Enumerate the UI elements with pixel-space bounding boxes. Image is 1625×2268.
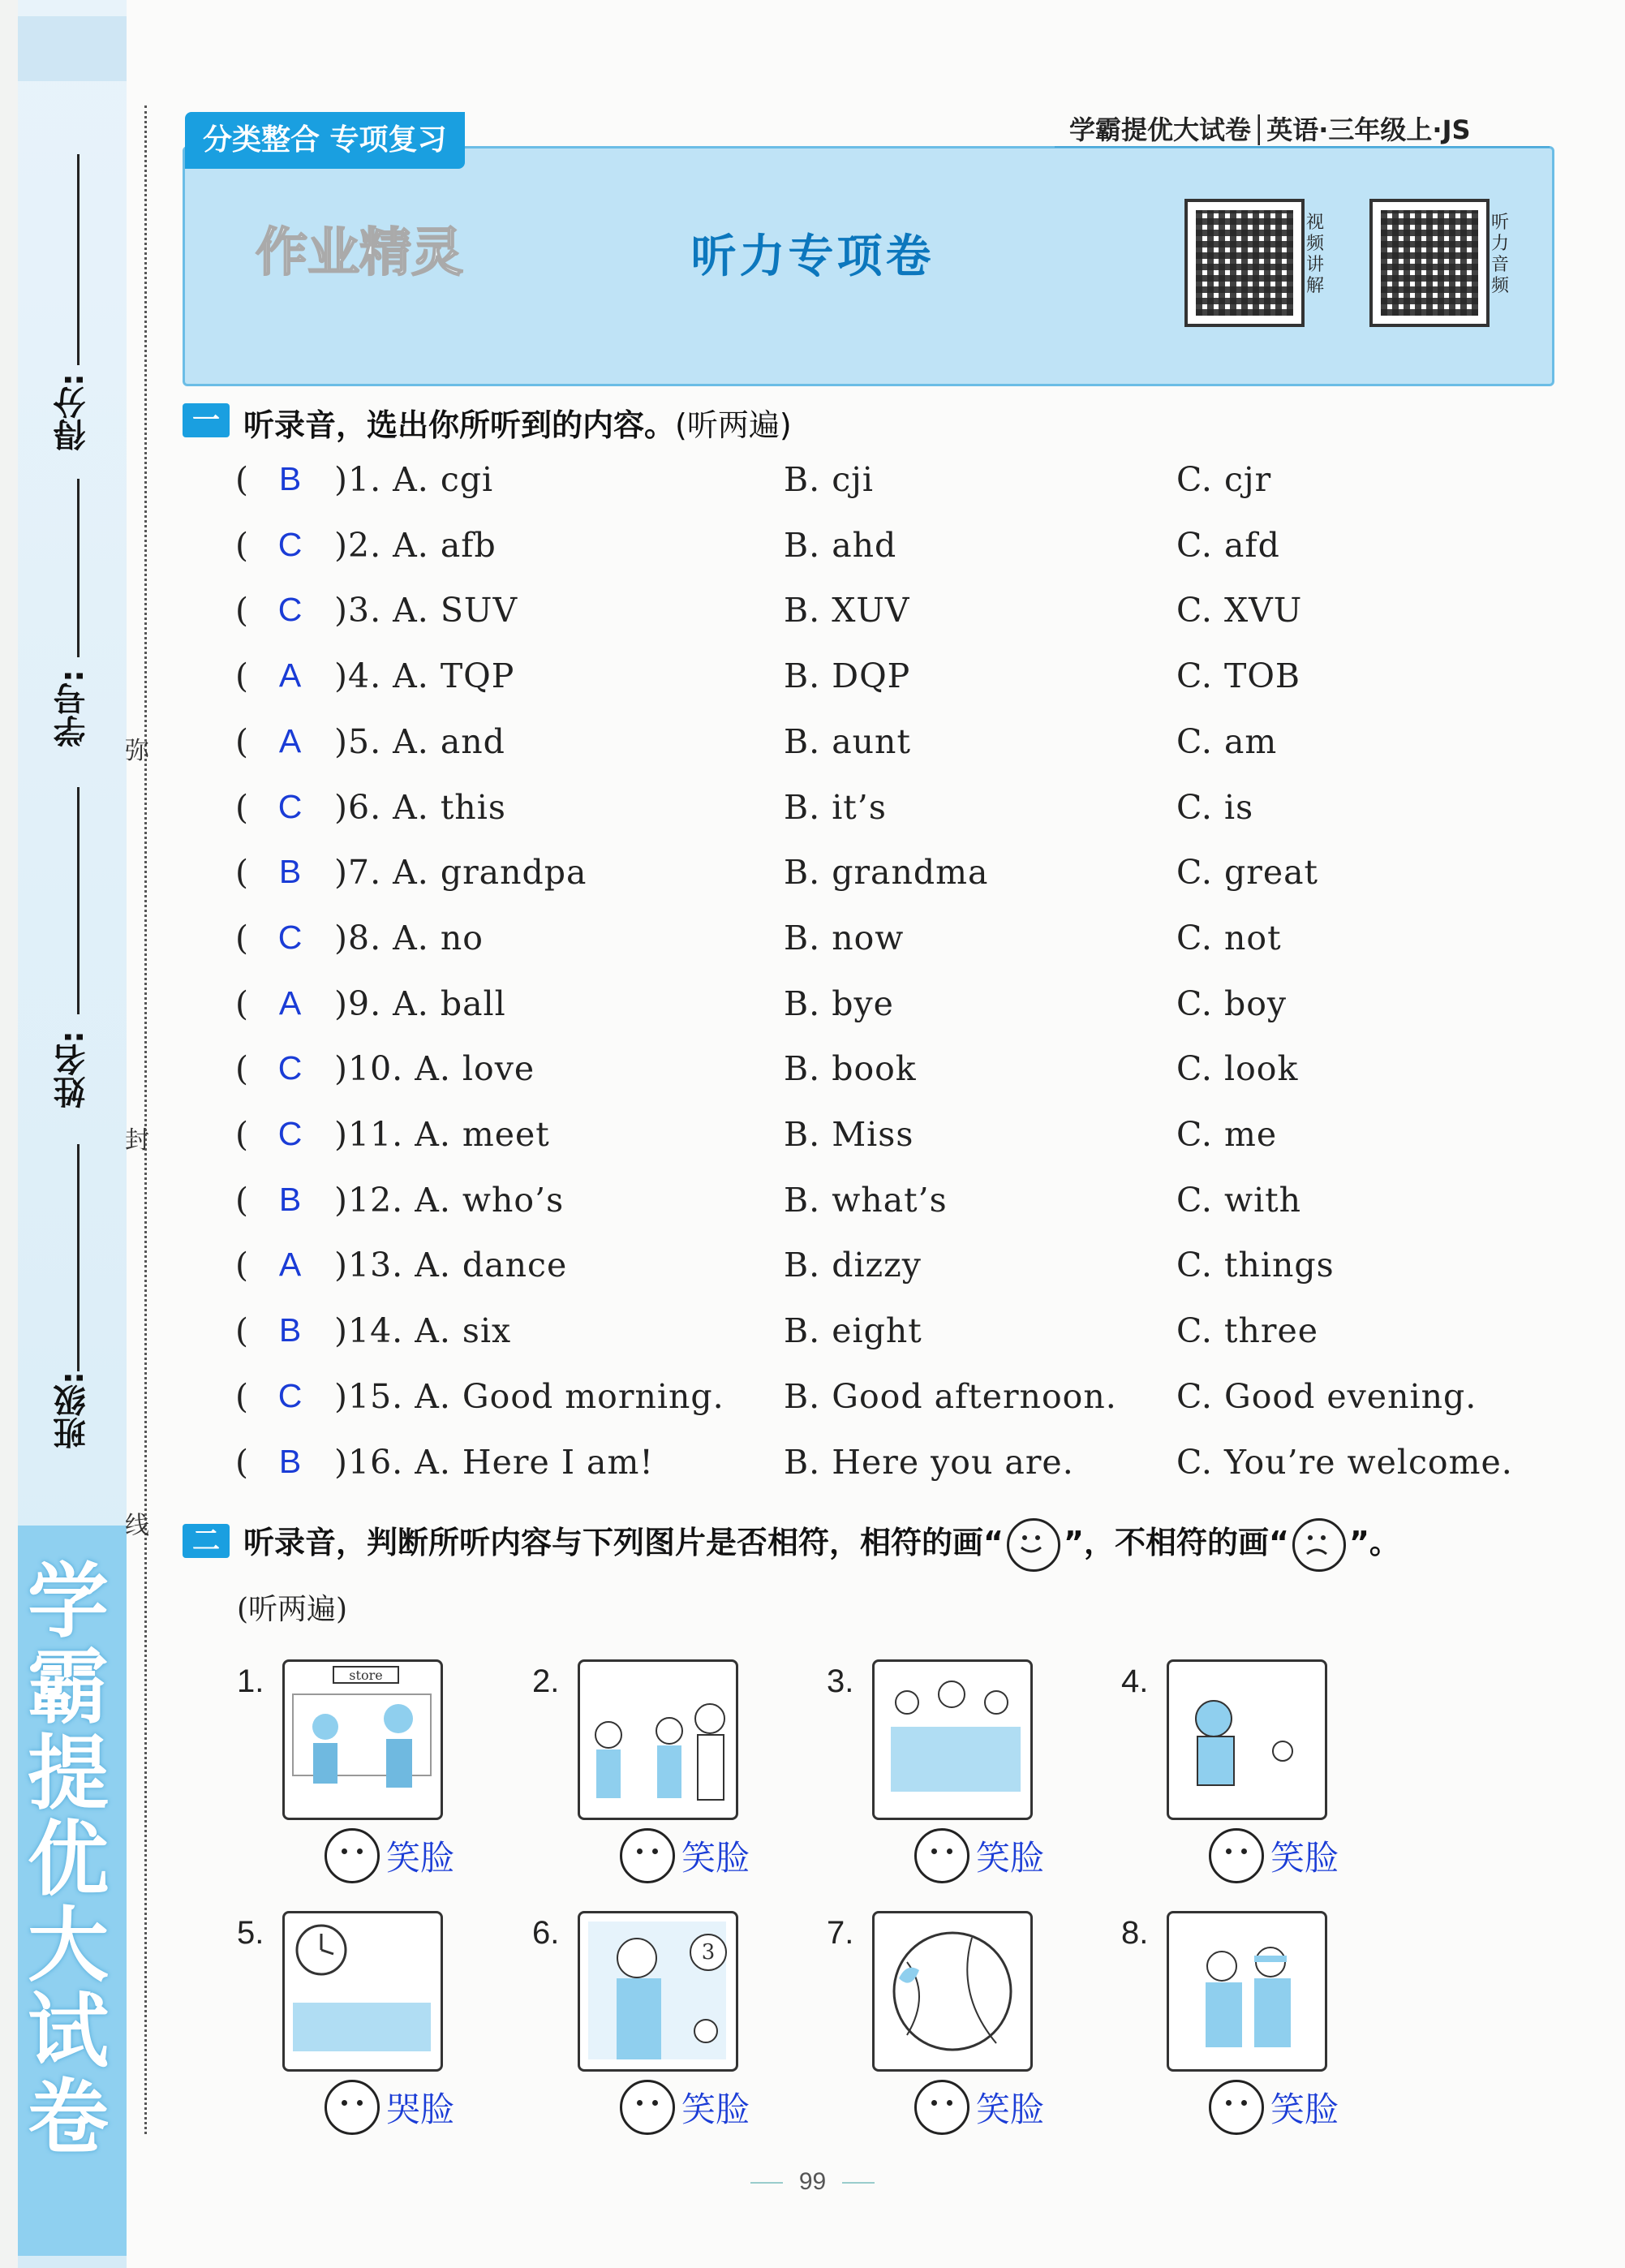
- page-title: 听力专项卷: [690, 230, 935, 283]
- option-a: )6. A. this: [334, 787, 506, 827]
- answer-letter[interactable]: A: [278, 656, 303, 695]
- answer-paren: (: [235, 983, 249, 1023]
- answer-paren: (: [235, 1180, 249, 1220]
- option-c: C. great: [1176, 853, 1319, 893]
- class-label: 班级:: [54, 1371, 91, 1449]
- answer-paren: (: [235, 1049, 249, 1089]
- face-answer: 笑脸: [681, 1838, 750, 1878]
- category-tag: 分类整合 专项复习: [185, 112, 465, 169]
- section1-note: (听两遍): [675, 407, 792, 443]
- answer-letter[interactable]: B: [278, 1180, 303, 1218]
- picture-number: 4.: [1121, 1663, 1149, 1699]
- qr-code-audio[interactable]: [1369, 199, 1490, 327]
- answer-letter[interactable]: C: [277, 1115, 303, 1152]
- picture-caption: 3: [701, 1940, 716, 1965]
- option-c: C. things: [1176, 1246, 1335, 1285]
- option-a: )2. A. afb: [334, 525, 497, 565]
- student-id-line: [77, 787, 80, 1014]
- face-answer: 笑脸: [386, 1838, 455, 1878]
- option-a: )7. A. grandpa: [334, 853, 587, 893]
- picture-caption: store: [349, 1668, 383, 1683]
- picture-number: 6.: [532, 1915, 560, 1951]
- score-label: 得分:: [54, 373, 91, 451]
- answer-paren: (: [235, 525, 249, 565]
- option-b: B. dizzy: [784, 1246, 922, 1285]
- blank-face-icon[interactable]: [325, 1828, 380, 1883]
- section2-instruction-b: ”，不相符的画“: [1063, 1525, 1289, 1560]
- answer-letter[interactable]: B: [278, 853, 303, 891]
- answer-paren: (: [235, 1311, 249, 1351]
- blank-face-icon[interactable]: [620, 2080, 675, 2135]
- option-a: )11. A. meet: [334, 1115, 550, 1154]
- option-c: C. cjr: [1176, 460, 1272, 499]
- name-label: 姓名:: [54, 1031, 91, 1108]
- option-a: )14. A. six: [334, 1311, 512, 1351]
- series-title: 学霸提优大试卷│英语·三年级上·JS: [1069, 114, 1471, 145]
- answer-paren: (: [235, 1115, 249, 1154]
- option-a: )5. A. and: [334, 721, 505, 761]
- option-b: B. DQP: [784, 656, 911, 696]
- picture-4: [1167, 1659, 1327, 1820]
- answer-paren: (: [235, 1246, 249, 1285]
- name-line: [77, 1144, 80, 1371]
- option-b: B. book: [784, 1049, 917, 1089]
- answer-letter[interactable]: B: [278, 1442, 303, 1480]
- option-a: )13. A. dance: [334, 1246, 568, 1285]
- option-b: B. aunt: [784, 721, 911, 761]
- answer-paren: (: [235, 591, 249, 630]
- option-c: C. look: [1176, 1049, 1299, 1089]
- section1-number: 一: [183, 403, 230, 437]
- face-answer: 哭脸: [386, 2089, 455, 2129]
- answer-paren: (: [235, 1442, 249, 1482]
- section2-instruction-a: 听录音，判断所听内容与下列图片是否相符，相符的画“: [243, 1525, 1004, 1560]
- picture-1: [282, 1659, 443, 1820]
- section2-instruction-c: ”。: [1348, 1525, 1400, 1560]
- answer-letter[interactable]: A: [278, 721, 303, 760]
- option-b: B. now: [784, 918, 905, 958]
- option-a: )3. A. SUV: [334, 591, 518, 630]
- section2-number: 二: [183, 1524, 230, 1558]
- face-answer: 笑脸: [976, 1838, 1045, 1878]
- option-a: )1. A. cgi: [334, 460, 494, 499]
- answer-letter[interactable]: A: [278, 1246, 303, 1284]
- option-a: )15. A. Good morning.: [334, 1376, 724, 1416]
- blank-face-icon[interactable]: [914, 2080, 969, 2135]
- blank-face-icon[interactable]: [325, 2080, 380, 2135]
- picture-6: [578, 1911, 738, 2072]
- section2-note: (听两遍): [237, 1593, 348, 1626]
- student-id-label: 学号:: [54, 669, 91, 747]
- option-b: B. it’s: [784, 787, 887, 827]
- face-answer: 笑脸: [1270, 1838, 1339, 1878]
- option-b: B. Here you are.: [784, 1442, 1074, 1482]
- option-a: )8. A. no: [334, 918, 484, 958]
- option-c: C. three: [1176, 1311, 1318, 1351]
- answer-letter[interactable]: B: [278, 1311, 303, 1349]
- option-b: B. bye: [784, 983, 894, 1023]
- answer-paren: (: [235, 1376, 249, 1416]
- option-a: )12. A. who’s: [334, 1180, 565, 1220]
- option-c: C. am: [1176, 721, 1278, 761]
- answer-letter[interactable]: C: [277, 591, 303, 629]
- sad-face-icon: [1292, 1518, 1346, 1572]
- smile-face-icon: [1007, 1518, 1060, 1572]
- blank-face-icon[interactable]: [620, 1828, 675, 1883]
- option-a: )10. A. love: [334, 1049, 535, 1089]
- option-b: B. grandma: [784, 853, 989, 893]
- picture-number: 7.: [827, 1915, 854, 1951]
- picture-3: [872, 1659, 1033, 1820]
- option-c: C. is: [1176, 787, 1254, 827]
- answer-letter[interactable]: C: [277, 525, 303, 563]
- picture-number: 5.: [237, 1915, 264, 1951]
- section2-instruction: [243, 1517, 1400, 1572]
- picture-8: [1167, 1911, 1327, 2072]
- answer-paren: (: [235, 656, 249, 696]
- answer-paren: (: [235, 918, 249, 958]
- option-b: B. cji: [784, 460, 874, 499]
- answer-paren: (: [235, 853, 249, 893]
- option-c: C. You’re welcome.: [1176, 1442, 1513, 1482]
- picture-number: 2.: [532, 1663, 560, 1699]
- fold-char-mi: 弥: [125, 737, 149, 765]
- answer-letter[interactable]: B: [278, 460, 303, 497]
- qr-code-video[interactable]: [1184, 199, 1305, 327]
- page-number: 99: [0, 2168, 1625, 2196]
- option-b: B. eight: [784, 1311, 922, 1351]
- face-answer: 笑脸: [681, 2089, 750, 2129]
- answer-letter[interactable]: C: [277, 918, 303, 956]
- option-c: C. XVU: [1176, 591, 1303, 630]
- fold-char-feng: 封: [125, 1126, 149, 1155]
- section1-instruction-text: 听录音，选出你所听到的内容。: [243, 407, 676, 443]
- fold-char-xian: 线: [125, 1512, 149, 1540]
- option-b: B. what’s: [784, 1180, 948, 1220]
- face-answer: 笑脸: [976, 2089, 1045, 2129]
- option-a: )16. A. Here I am!: [334, 1442, 654, 1482]
- picture-number: 8.: [1121, 1915, 1149, 1951]
- picture-2: [578, 1659, 738, 1820]
- blank-face-icon[interactable]: [1209, 1828, 1264, 1883]
- option-c: C. not: [1176, 918, 1282, 958]
- option-c: C. Good evening.: [1176, 1376, 1477, 1416]
- option-c: C. afd: [1176, 525, 1280, 565]
- option-b: B. ahd: [784, 525, 897, 565]
- section1-instruction: [243, 400, 792, 445]
- blank-face-icon[interactable]: [1209, 2080, 1264, 2135]
- option-b: B. Good afternoon.: [784, 1376, 1117, 1416]
- answer-letter[interactable]: C: [277, 1376, 303, 1414]
- option-b: B. Miss: [784, 1115, 914, 1154]
- answer-letter[interactable]: A: [278, 983, 303, 1022]
- answer-paren: (: [235, 721, 249, 761]
- face-answer: 笑脸: [1270, 2089, 1339, 2129]
- brand-vertical-text: 学霸提优大试卷: [14, 1558, 110, 2160]
- option-c: C. with: [1176, 1180, 1302, 1220]
- option-a: )4. A. TQP: [334, 656, 515, 696]
- answer-letter[interactable]: C: [277, 1049, 303, 1087]
- option-c: C. boy: [1176, 983, 1288, 1023]
- picture-number: 1.: [237, 1663, 264, 1699]
- picture-number: 3.: [827, 1663, 854, 1699]
- score-blank-line: [77, 479, 80, 657]
- watermark: 作业精灵: [256, 223, 463, 283]
- answer-paren: (: [235, 787, 249, 827]
- answer-paren: (: [235, 460, 249, 499]
- picture-7: [872, 1911, 1033, 2072]
- picture-5: [282, 1911, 443, 2072]
- option-a: )9. A. ball: [334, 983, 506, 1023]
- option-b: B. XUV: [784, 591, 910, 630]
- qr-audio-label: 听力音频: [1491, 213, 1510, 296]
- qr-video-label: 视频讲解: [1306, 213, 1325, 296]
- option-c: C. TOB: [1176, 656, 1301, 696]
- blank-face-icon[interactable]: [914, 1828, 969, 1883]
- answer-letter[interactable]: C: [277, 787, 303, 825]
- option-c: C. me: [1176, 1115, 1278, 1154]
